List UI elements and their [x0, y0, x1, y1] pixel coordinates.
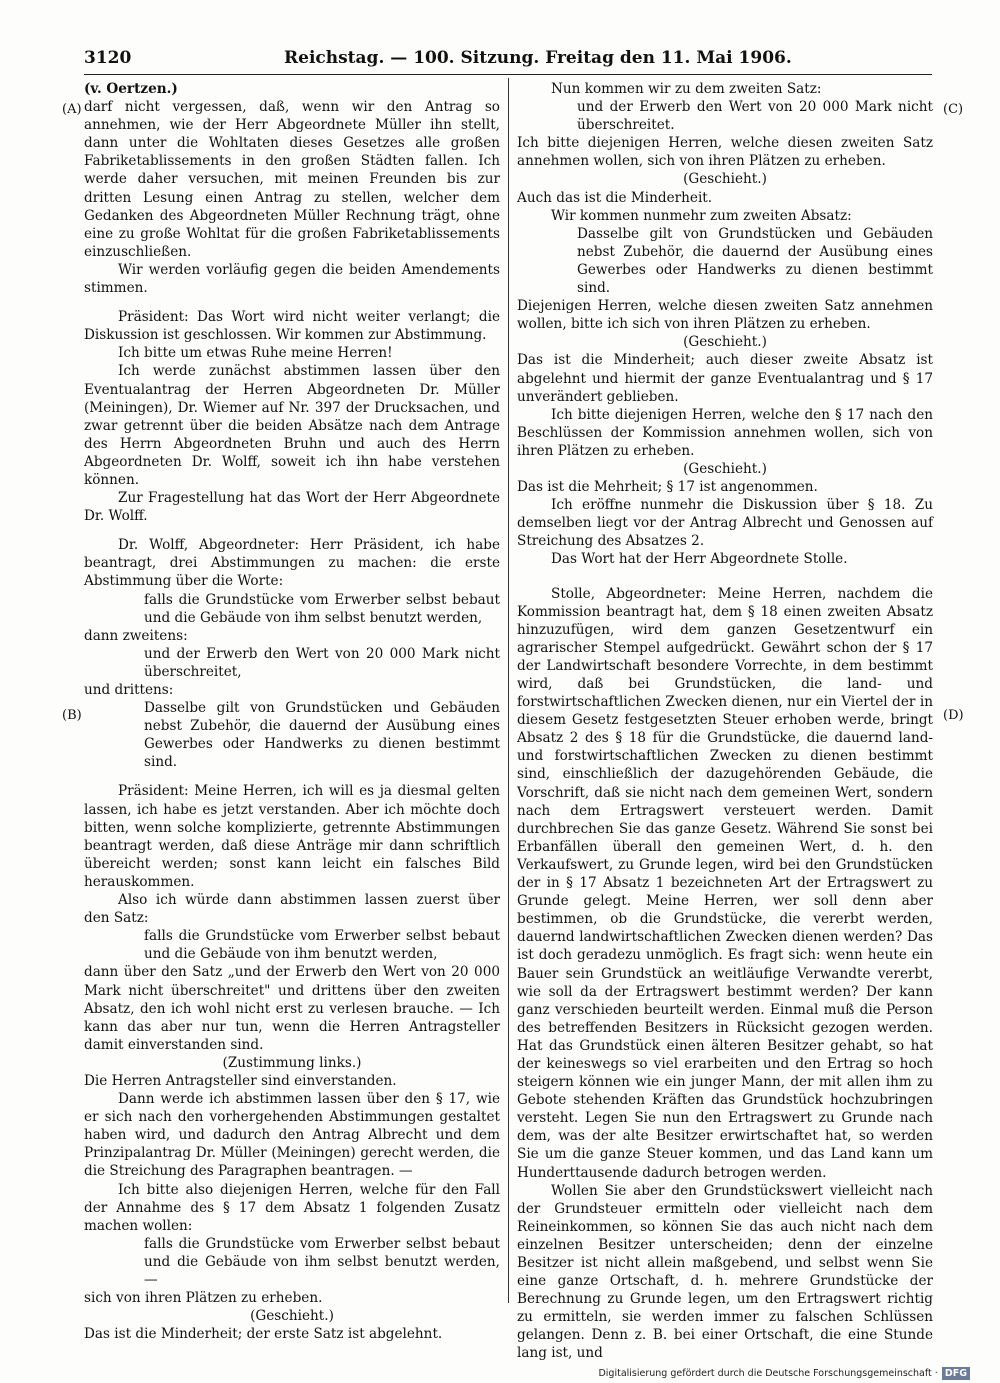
stage-direction: (Geschieht.) — [683, 171, 767, 188]
paragraph: Präsident: Meine Herren, ich will es ja diesmal gelten lassen, ich habe es jetzt verstanden. Aber ich möchte doch bitten, wenn solche komplizierte, getrennte Abstimmungen beantragt werden, daß diese Anträge mir dann schriftlich übereicht werden; sonst kann leicht ein falsches Bild herauskommen. — [84, 783, 500, 890]
running-title: Reichstag. — 100. Sitzung. Freitag den 11. Mai 1906. — [284, 48, 792, 68]
paragraph: Ich bitte diejenigen Herren, welche diesen zweiten Satz annehmen wollen, sich von ihren Plätzen zu erheben. — [517, 135, 933, 170]
paragraph: Dann werde ich abstimmen lassen über den § 17, wie er sich nach den vorhergehenden Abstimmungen gestaltet haben wird, und dadurch den Antrag Albrecht und dem Prinzipalantrag Dr. Müller (Meiningen) gerecht werden, die die Streichung des Paragraphen beantragen. — — [84, 1091, 500, 1180]
paragraph: Das ist die Mehrheit; § 17 ist angenommen. — [517, 479, 818, 496]
paragraph: Ich bitte diejenigen Herren, welche den § 17 nach den Beschlüssen der Kommission annehmen wollen, sich von ihren Plätzen zu erheben. — [517, 406, 933, 459]
paragraph: Ich eröffne nunmehr die Diskussion über § 18. Zu demselben liegt vor der Antrag Albrecht und Genossen auf Streichung des Absatzes 2. — [517, 497, 933, 550]
margin-marker-b: (B) — [62, 708, 82, 723]
quoted-text: falls die Grundstücke vom Erwerber selbst bebaut und die Gebäude von ihm selbst benutzt werden, — — [144, 1235, 500, 1288]
paragraph: Das ist die Minderheit; auch dieser zweite Absatz ist abgelehnt und hiermit der ganze Eventualantrag und § 17 unverändert geblieben. — [517, 352, 933, 405]
margin-marker-a: (A) — [62, 102, 82, 117]
paragraph: sich von ihren Plätzen zu erheben. — [84, 1290, 323, 1307]
paragraph: Ich bitte also diejenigen Herren, welche für den Fall der Annahme des § 17 dem Absatz 1 folgenden Zusatz machen wollen: — [84, 1181, 500, 1234]
right-column — [517, 80, 933, 1363]
speaker-tag: (v. Oertzen.) — [84, 81, 178, 97]
paragraph: und drittens: — [84, 682, 174, 698]
paragraph: Das ist die Minderheit; der erste Satz ist abgelehnt. — [84, 1326, 443, 1343]
stage-direction: (Geschieht.) — [683, 460, 767, 477]
paragraph: dann zweitens: — [84, 627, 188, 644]
paragraph: Die Herren Antragsteller sind einverstanden. — [84, 1072, 397, 1089]
column-divider — [508, 78, 509, 1303]
footer-text: Digitalisierung gefördert durch die Deutsche Forschungsgemeinschaft · — [598, 1368, 938, 1379]
paragraph: darf nicht vergessen, daß, wenn wir den Antrag so annehmen, wie der Herr Abgeordnete Müller ihn stellt, dann unter die Wohltaten dieses Gesetzes alle großen Fabriketablissements in den großen Städten fallen. Ich werde daher versuchen, mit meinen Freunden bis zur dritten Lesung einen Antrag zu stellen, welcher dem Gedanken des Abgeordneten Müller Rechnung trägt, ohne eine zu große Wohltat für die großen Fabriketablissements einzuschließen. — [84, 99, 500, 260]
dfg-logo: DFG — [942, 1367, 970, 1380]
stage-direction: (Geschieht.) — [250, 1308, 334, 1325]
stage-direction: (Zustimmung links.) — [222, 1054, 362, 1071]
paragraph: Wir werden vorläufig gegen die beiden Amendements stimmen. — [84, 261, 500, 297]
paragraph: Wollen Sie aber den Grundstückswert vielleicht nach der Grundsteuer ermitteln oder vielleicht nach dem Reineinkommen, so können Sie das auch nicht nach dem einzelnen Besitzer unterscheiden; denn der einzelne Besitzer ist nicht allein maßgebend, und selbst wenn Sie eine ganze Ortschaft, d. h. mehrere Grundstücke der Berechnung zu Grunde legen, um den Ertragswert richtig zu ermitteln, sie werden immer zu falschen Schlüssen gelangen. Denn z. B. bei einer Ortschaft, die eine Stunde lang ist, und — [517, 1182, 933, 1362]
quoted-text: und der Erwerb den Wert von 20 000 Mark nicht überschreitet, — [144, 645, 500, 680]
paragraph: Ich werde zunächst abstimmen lassen über den Eventualantrag der Herren Abgeordneten Dr. Müller (Meiningen), Dr. Wiemer auf Nr. 397 der Drucksachen, und zwar getrennt über die beiden Absätze nach dem Antrage des Herrn Abgeordneten Bruhn und auch des Herrn Abgeordneten Dr. Wolff, soweit ich ihn habe verstehen können. — [84, 363, 500, 488]
paragraph: Auch das ist die Minderheit. — [517, 189, 713, 206]
paragraph: Ich bitte um etwas Ruhe meine Herren! — [118, 345, 393, 362]
paragraph: Präsident: Das Wort wird nicht weiter verlangt; die Diskussion ist geschlossen. Wir kommen zur Abstimmung. — [84, 309, 500, 344]
quoted-text: falls die Grundstücke vom Erwerber selbst bebaut und die Gebäude von ihm benutzt werden, — [144, 928, 500, 963]
paragraph: Dr. Wolff, Abgeordneter: Herr Präsident, ich habe beantragt, drei Abstimmungen zu machen: die erste Abstimmung über die Worte: — [84, 537, 500, 590]
left-column — [84, 80, 500, 1343]
quoted-text: falls die Grundstücke vom Erwerber selbst bebaut und die Gebäude von ihm selbst benutzt werden, — [144, 591, 500, 626]
paragraph: Also ich würde dann abstimmen lassen zuerst über den Satz: — [84, 892, 500, 927]
margin-marker-c: (C) — [943, 102, 964, 117]
paragraph: Zur Fragestellung hat das Wort der Herr Abgeordnete Dr. Wolff. — [84, 490, 500, 525]
page-header — [84, 48, 932, 70]
paragraph: Wir kommen nunmehr zum zweiten Absatz: — [551, 207, 852, 224]
paragraph: Stolle, Abgeordneter: Meine Herren, nachdem die Kommission beantragt hat, dem § 18 einen zweiten Absatz hinzuzufügen, wird dem ganzen Gesetzentwurf ein agrarischer Stempel aufgedrückt. Gewährt schon der § 17 der Landwirtschaft besondere Vorrechte, in dem bestimmt wird, daß bei Grundstücken, die land- und forstwirtschaftlichen Zwecken dienen, nur ein Viertel der in diesem Gesetz festgesetzten Steuer erhoben werde, bringt Absatz 2 des § 18 für die Grundstücke, die dauernd land- und forstwirtschaftlichen Zwecken zu dienen bestimmt sind, einschließlich der dazugehörenden Gebäude, die Vorschrift, daß sie nicht nach dem gemeinen Wert, sondern nach dem Ertragswert versteuert werden. Damit durchbrechen Sie das ganze Gesetz. Während Sie sonst bei Erbanfällen überall den gemeinen Wert, d. h. den Verkaufswert, zu Grunde legen, wird bei den Grundstücken der in § 17 Absatz 1 bezeichneten Art der Ertragswert zu Grunde gelegt. Meine Herren, wer soll denn aber bestimmen, ob die Grundstücke, die vererbt werden, dauernd landwirtschaftlichen Zwecken dienen werden? Das ist doch geradezu unmöglich. Es fragt sich: wenn heute ein Bauer sein Grundstück an weitläufige Verwandte vererbt, wie soll da der Ertragswert bestimmt werden? Der kann ganz verschieden beurteilt werden. Einmal muß die Person des betreffenden Besitzers in Rücksicht gezogen werden. Hat das Grundstück einen älteren Besitzer gehabt, so hat der keineswegs so viel erarbeiten und den Ertrag so hoch steigern können wie ein junger Mann, der mit allen ihm zu Gebote stehenden Kräften das Grundstück hochzubringen versteht. Legen Sie nun den Ertragswert zu Grunde nach dem, was der alte Besitzer erwirtschaftet hat, so werden Sie um die ganze Steuer kommen, und das Land kann um Hunderttausende dadurch betrogen werden. — [517, 585, 933, 1181]
quoted-text: Dasselbe gilt von Grundstücken und Gebäuden nebst Zubehör, die dauernd der Ausübung eines Gewerbes oder Handwerks zu dienen bestimmt sind. — [577, 225, 933, 297]
paragraph: Das Wort hat der Herr Abgeordnete Stolle. — [551, 551, 848, 568]
header-rule — [84, 74, 932, 75]
page-number: 3120 — [84, 48, 132, 68]
footer-credit — [598, 1368, 970, 1379]
margin-marker-d: (D) — [943, 708, 964, 723]
paragraph: Nun kommen wir zu dem zweiten Satz: — [551, 81, 822, 97]
quoted-text: und der Erwerb den Wert von 20 000 Mark nicht überschreitet. — [577, 99, 933, 134]
stage-direction: (Geschieht.) — [683, 334, 767, 351]
paragraph: dann über den Satz „und der Erwerb den Wert von 20 000 Mark nicht überschreitet" und drittens über den zweiten Absatz, den ich wohl nicht erst zu verlesen brauche. — Ich kann das aber nur tun, wenn die Herren Antragsteller damit einverstanden sind. — [84, 964, 500, 1053]
quoted-text: Dasselbe gilt von Grundstücken und Gebäuden nebst Zubehör, die dauernd der Ausübung eines Gewerbes oder Handwerks zu dienen bestimmt sind. — [144, 700, 500, 771]
paragraph: Diejenigen Herren, welche diesen zweiten Satz annehmen wollen, bitte ich sich von ihren Plätzen zu erheben. — [517, 298, 933, 333]
